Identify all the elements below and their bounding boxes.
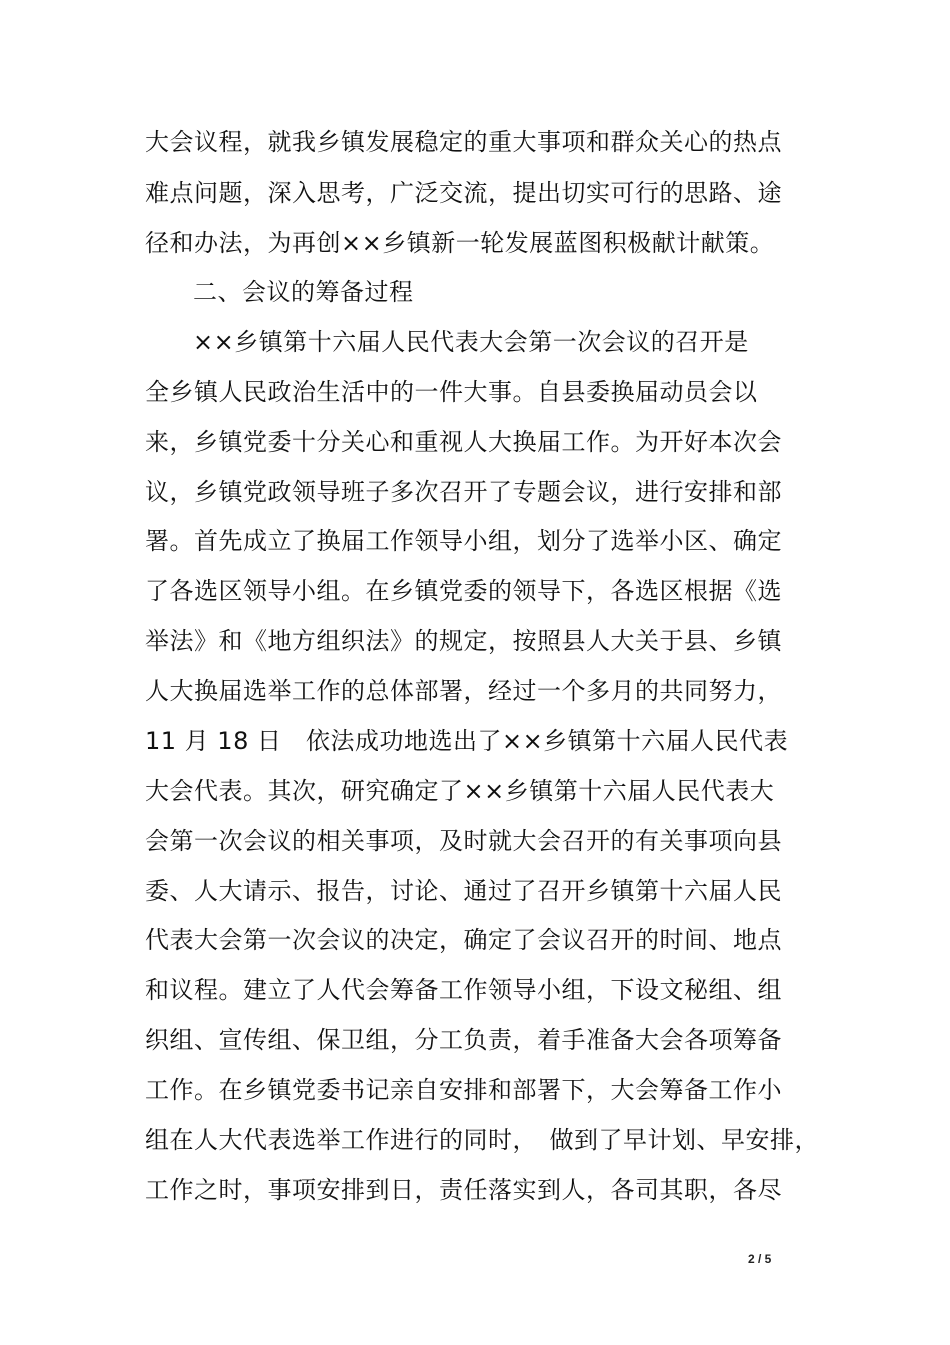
text-line: 举法》和《地方组织法》的规定，按照县人大关于县、乡镇 bbox=[145, 627, 782, 655]
text-line: 议，乡镇党政领导班子多次召开了专题会议，进行安排和部 bbox=[145, 478, 782, 506]
text-line: ××乡镇第十六届人民代表大会第一次会议的召开是 bbox=[193, 328, 749, 356]
text-line: 大会代表。其次，研究确定了××乡镇第十六届人民代表大 bbox=[145, 777, 775, 805]
page-number: 2 / 5 bbox=[748, 1252, 772, 1266]
text-line: 工作之时，事项安排到日，责任落实到人，各司其职，各尽 bbox=[145, 1176, 782, 1204]
text-line: 11 月 18 日 依法成功地选出了××乡镇第十六届人民代表 bbox=[145, 727, 789, 755]
text-line: 和议程。建立了人代会筹备工作领导小组，下设文秘组、组 bbox=[145, 976, 782, 1004]
text-line: 组在人大代表选举工作进行的同时， 做到了早计划、早安排， bbox=[145, 1126, 819, 1154]
text-line: 来，乡镇党委十分关心和重视人大换届工作。为开好本次会 bbox=[145, 428, 782, 456]
text-line: 代表大会第一次会议的决定，确定了会议召开的时间、地点 bbox=[145, 926, 782, 954]
text-line: 大会议程，就我乡镇发展稳定的重大事项和群众关心的热点 bbox=[145, 128, 782, 156]
text-line: 人大换届选举工作的总体部署，经过一个多月的共同努力， bbox=[145, 677, 782, 705]
text-line: 委、人大请示、报告，讨论、通过了召开乡镇第十六届人民 bbox=[145, 877, 782, 905]
text-line: 径和办法，为再创××乡镇新一轮发展蓝图积极献计献策。 bbox=[145, 229, 775, 257]
text-line: 全乡镇人民政治生活中的一件大事。自县委换届动员会以 bbox=[145, 378, 758, 406]
text-line: 难点问题，深入思考，广泛交流，提出切实可行的思路、途 bbox=[145, 179, 782, 207]
text-line: 织组、宣传组、保卫组，分工负责，着手准备大会各项筹备 bbox=[145, 1026, 782, 1054]
text-line: 了各选区领导小组。在乡镇党委的领导下，各选区根据《选 bbox=[145, 577, 782, 605]
text-line: 会第一次会议的相关事项，及时就大会召开的有关事项向县 bbox=[145, 827, 782, 855]
text-line: 工作。在乡镇党委书记亲自安排和部署下，大会筹备工作小 bbox=[145, 1076, 782, 1104]
text-line: 署。首先成立了换届工作领导小组，划分了选举小区、确定 bbox=[145, 527, 782, 555]
section-heading: 二、会议的筹备过程 bbox=[193, 278, 414, 306]
